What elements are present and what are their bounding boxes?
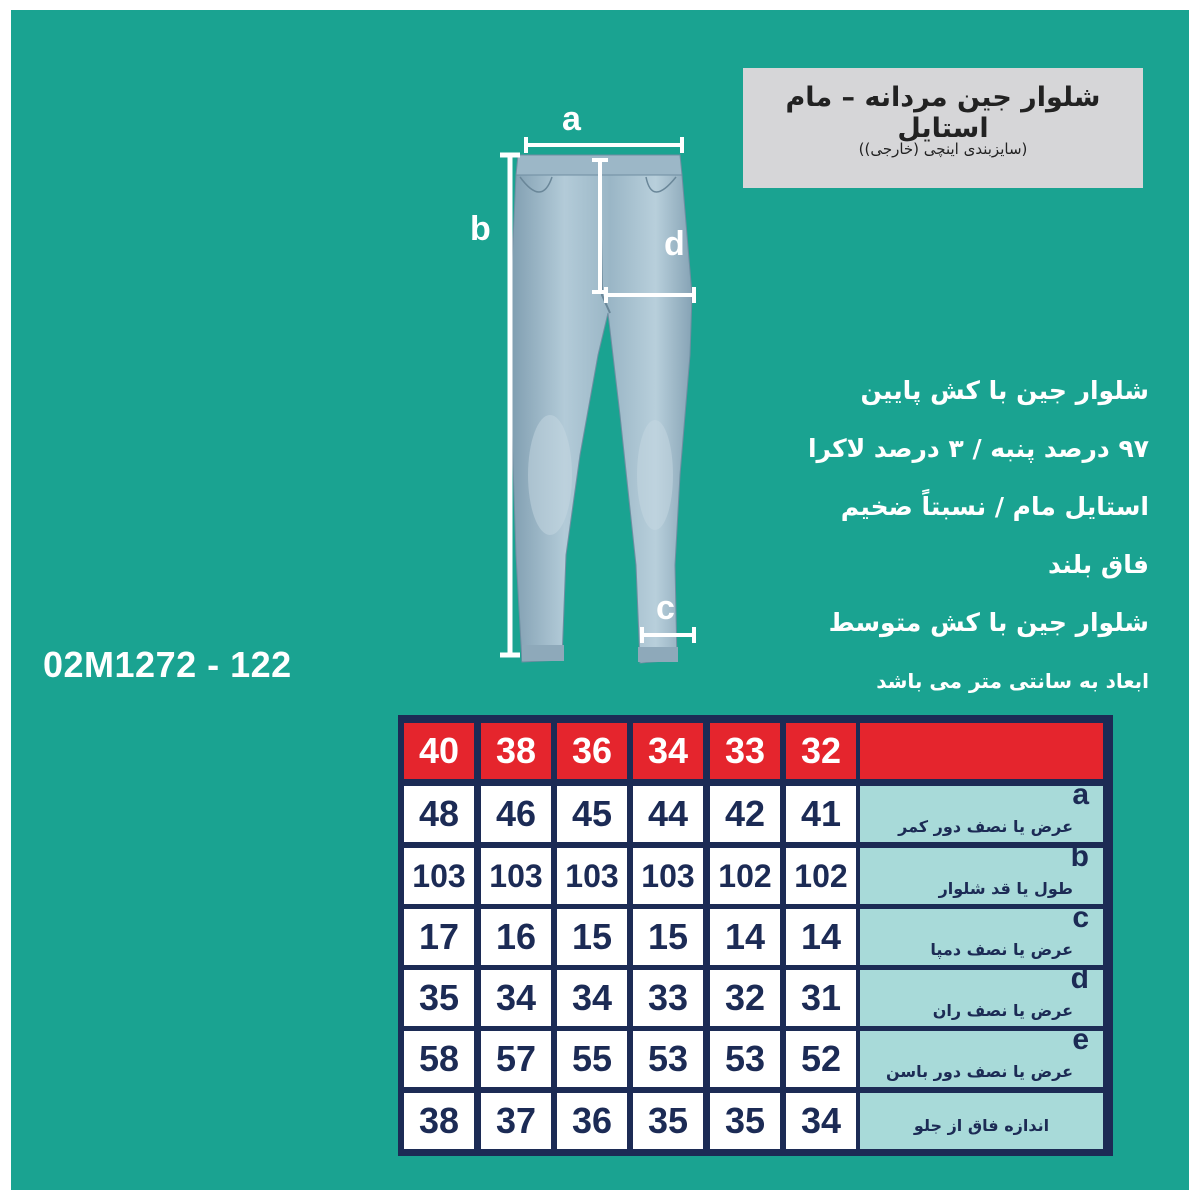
title-box [743,68,1143,188]
size-value-cell: 103 [481,848,551,904]
feature-item: فاق بلند [1047,550,1149,579]
measurement-note: ابعاد به سانتی متر می باشد [876,669,1149,693]
size-value-cell: 14 [786,909,856,965]
size-value-cell: 33 [633,970,703,1026]
size-value-cell: 35 [404,970,474,1026]
measurement-name: عرض یا نصف دمپا [930,940,1073,959]
size-value-cell: 46 [481,786,551,842]
measurement-letter: e [1072,1023,1089,1056]
measurement-name: طول یا قد شلوار [938,879,1073,898]
measurement-label [860,840,1103,904]
size-value-cell: 55 [557,1031,627,1087]
size-value-cell: 36 [557,1093,627,1149]
size-header-cell: 36 [557,723,627,779]
measurement-name: اندازه فاق از جلو [913,1116,1050,1135]
size-table [398,715,1113,1156]
label-d: d [664,225,685,263]
label-a: a [562,100,581,138]
product-code: 02M1272 - 122 [43,644,292,685]
feature-item: شلوار جین با کش متوسط [828,608,1149,637]
size-value-cell: 57 [481,1031,551,1087]
feature-item: ۹۷ درصد پنبه / ۳ درصد لاکرا [807,434,1149,463]
size-value-cell: 34 [481,970,551,1026]
size-value-cell: 41 [786,786,856,842]
size-value-cell: 53 [710,1031,780,1087]
measurement-letter: b [1070,840,1089,873]
measurement-name: عرض یا نصف دور کمر [898,817,1073,836]
measurement-label [860,1023,1103,1087]
measurement-letter: c [1072,901,1089,934]
size-value-cell: 32 [710,970,780,1026]
feature-list [729,368,1149,716]
size-value-cell: 102 [710,848,780,904]
size-value-cell: 45 [557,786,627,842]
size-header-cell: 32 [786,723,856,779]
size-header-blank [860,723,1103,779]
size-header-cell: 34 [633,723,703,779]
size-value-cell: 31 [786,970,856,1026]
size-header-cell: 40 [404,723,474,779]
size-value-cell: 103 [404,848,474,904]
size-value-cell: 38 [404,1093,474,1149]
feature-item: استایل مام / نسبتاً ضخیم [840,492,1149,521]
size-header-cell: 33 [710,723,780,779]
size-value-cell: 16 [481,909,551,965]
measurement-label [860,778,1103,842]
measurement-letter: d [1070,962,1089,995]
label-c: c [656,589,675,627]
size-value-cell: 102 [786,848,856,904]
measurement-name: عرض یا نصف دور باسن [885,1062,1073,1081]
size-value-cell: 35 [710,1093,780,1149]
size-value-cell: 103 [633,848,703,904]
size-value-cell: 15 [557,909,627,965]
measurement-label [860,1093,1103,1149]
jeans-measurement-diagram [470,95,710,675]
measurement-label [860,901,1103,965]
measurement-name: عرض یا نصف ران [932,1001,1073,1020]
size-value-cell: 17 [404,909,474,965]
size-value-cell: 15 [633,909,703,965]
measurement-letter: a [1072,778,1089,811]
size-value-cell: 34 [557,970,627,1026]
size-value-cell: 103 [557,848,627,904]
size-value-cell: 58 [404,1031,474,1087]
feature-item: شلوار جین با کش پایین [860,376,1149,405]
size-value-cell: 44 [633,786,703,842]
size-value-cell: 48 [404,786,474,842]
size-value-cell: 34 [786,1093,856,1149]
measure-line-a [526,137,682,153]
size-value-cell: 37 [481,1093,551,1149]
size-header-cell: 38 [481,723,551,779]
measurement-label [860,962,1103,1026]
sizing-subtitle: (سایزبندی اینچی (خارجی)) [858,140,1028,158]
size-value-cell: 53 [633,1031,703,1087]
size-value-cell: 14 [710,909,780,965]
label-b: b [470,210,491,248]
product-title: شلوار جین مردانه – مام استایل [785,82,1101,144]
size-value-cell: 35 [633,1093,703,1149]
size-value-cell: 42 [710,786,780,842]
size-value-cell: 52 [786,1031,856,1087]
